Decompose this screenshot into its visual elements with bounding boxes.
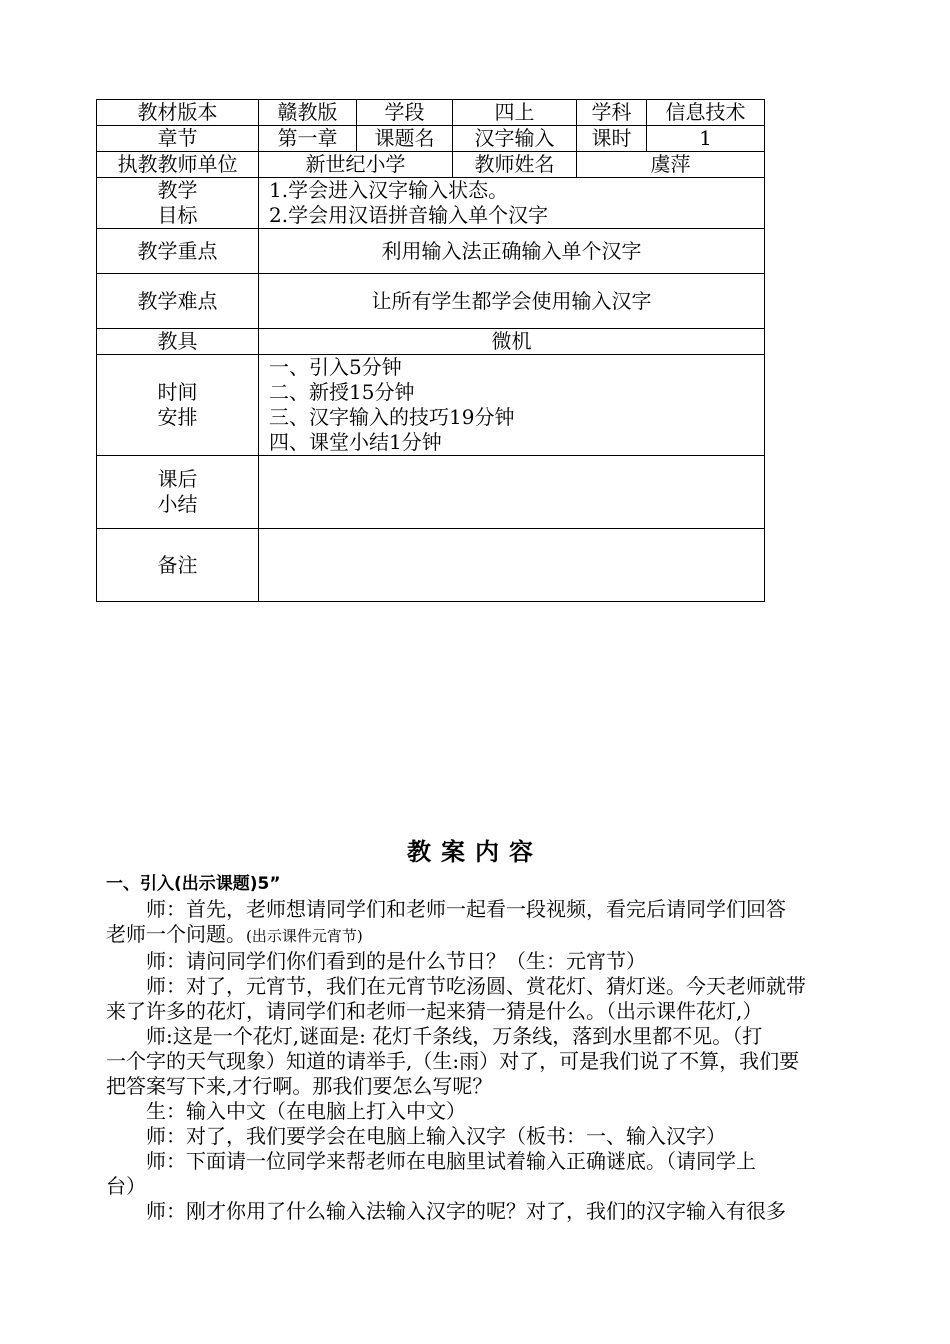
label-lesson-title: 课题名 bbox=[357, 126, 453, 152]
label-teaching-tool: 教具 bbox=[97, 329, 259, 355]
paragraph: 生：输入中文（在电脑上打入中文） bbox=[146, 1099, 466, 1123]
value-textbook-edition: 赣教版 bbox=[259, 100, 357, 126]
table-row bbox=[97, 329, 765, 355]
label-after-class-summary: 课后 小结 bbox=[97, 456, 259, 529]
label-remarks: 备注 bbox=[97, 529, 259, 602]
paragraph: 师：下面请一位同学来帮老师在电脑里试着输入正确谜底。（请同学上 bbox=[146, 1149, 756, 1173]
value-lesson-title: 汉字输入 bbox=[453, 126, 577, 152]
table-row bbox=[97, 456, 765, 529]
label-subject: 学科 bbox=[577, 100, 647, 126]
table-row bbox=[97, 229, 765, 274]
section-title: 一、引入(出示课题)5” bbox=[106, 874, 281, 894]
label-chapter: 章节 bbox=[97, 126, 259, 152]
label-teaching-goals: 教学 目标 bbox=[97, 178, 259, 229]
value-key-point: 利用输入法正确输入单个汉字 bbox=[259, 229, 765, 274]
table-row bbox=[97, 100, 765, 126]
section-heading: 教案内容 bbox=[407, 837, 543, 866]
value-teaching-tool: 微机 bbox=[259, 329, 765, 355]
table-row bbox=[97, 274, 765, 329]
paragraph: 一个字的天气现象）知道的请举手,（生:雨）对了，可是我们说了不算，我们要 bbox=[106, 1049, 800, 1073]
paragraph: 师：刚才你用了什么输入法输入汉字的呢？对了，我们的汉字输入有很多 bbox=[146, 1199, 786, 1223]
label-time-plan: 时间 安排 bbox=[97, 355, 259, 456]
value-subject: 信息技术 bbox=[647, 100, 765, 126]
paragraph: 师：对了，元宵节，我们在元宵节吃汤圆、赏花灯、猜灯迷。今天老师就带 bbox=[146, 974, 806, 998]
paragraph: 来了许多的花灯，请同学们和老师一起来猜一猜是什么。（出示课件花灯,） bbox=[106, 999, 763, 1023]
value-time-plan: 一、引入5分钟 二、新授15分钟 三、汉字输入的技巧19分钟 四、课堂小结1分钟 bbox=[259, 355, 765, 456]
value-teacher-unit: 新世纪小学 bbox=[259, 152, 453, 178]
value-after-class-summary bbox=[259, 456, 765, 529]
paragraph: 老师一个问题。(出示课件元宵节) bbox=[106, 922, 363, 946]
table-row bbox=[97, 529, 765, 602]
paragraph: 师:这是一个花灯,谜面是: 花灯千条线，万条线，落到水里都不见。（打 bbox=[146, 1024, 763, 1048]
value-chapter: 第一章 bbox=[259, 126, 357, 152]
lesson-content bbox=[106, 872, 850, 1224]
paragraph: 把答案写下来,才行啊。那我们要怎么写呢？ bbox=[106, 1074, 493, 1098]
label-teacher-name: 教师姓名 bbox=[453, 152, 577, 178]
label-textbook-edition: 教材版本 bbox=[97, 100, 259, 126]
label-key-point: 教学重点 bbox=[97, 229, 259, 274]
lesson-info-table bbox=[96, 99, 765, 602]
paragraph: 师：对了，我们要学会在电脑上输入汉字（板书：一、输入汉字） bbox=[146, 1124, 726, 1148]
paragraph: 师：请问同学们你们看到的是什么节日？（生：元宵节） bbox=[146, 949, 646, 973]
paragraph: 台） bbox=[106, 1174, 146, 1198]
table-row bbox=[97, 178, 765, 229]
table-row bbox=[97, 126, 765, 152]
value-teaching-goals: 1.学会进入汉字输入状态。 2.学会用汉语拼音输入单个汉字 bbox=[259, 178, 765, 229]
value-teacher-name: 虞萍 bbox=[577, 152, 765, 178]
label-periods: 课时 bbox=[577, 126, 647, 152]
value-periods: 1 bbox=[647, 126, 765, 152]
table-row bbox=[97, 152, 765, 178]
table-row bbox=[97, 355, 765, 456]
label-difficult-point: 教学难点 bbox=[97, 274, 259, 329]
value-difficult-point: 让所有学生都学会使用输入汉字 bbox=[259, 274, 765, 329]
paragraph: 师：首先，老师想请同学们和老师一起看一段视频，看完后请同学们回答 bbox=[146, 897, 786, 921]
label-grade-stage: 学段 bbox=[357, 100, 453, 126]
value-remarks bbox=[259, 529, 765, 602]
label-teacher-unit: 执教教师单位 bbox=[97, 152, 259, 178]
value-grade-stage: 四上 bbox=[453, 100, 577, 126]
